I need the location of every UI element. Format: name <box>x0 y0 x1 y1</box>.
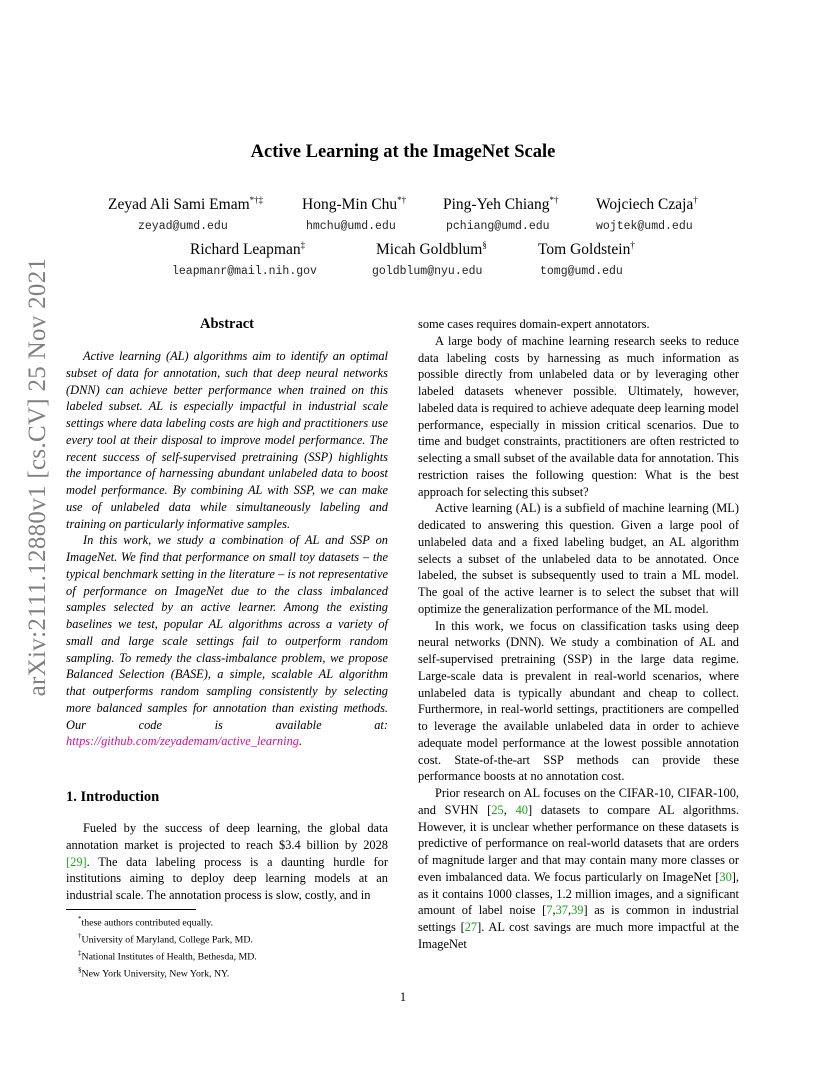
author-email[interactable]: zeyad@umd.edu <box>138 220 228 233</box>
footnote-rule <box>66 909 196 910</box>
citation-link[interactable]: [29] <box>66 854 87 869</box>
author-name: Wojciech Czaja† <box>596 195 698 214</box>
author-email[interactable]: pchiang@umd.edu <box>446 220 550 233</box>
author-email[interactable]: hmchu@umd.edu <box>306 220 396 233</box>
abstract-paragraph: In this work, we study a combination of AL and SSP on ImageNet. We find that performance on small toy datasets – the typical benchmark setting in the literature – is not representative of performance on ImageNet due to the class imbalanced samples selected by an active learner. Among the existing baselines we test, popular AL algorithms across a variety of small and large scale settings fail to outperform random sampling. To remedy the class-imbalance problem, we propose Balanced Selection (BASE), a simple, scalable AL algorithm that outperforms random sampling consistently by selecting more balanced samples for annotation than existing methods. Our code is available at: https://github.com/zeyademam/active_learning. <box>66 533 388 749</box>
arxiv-identifier-stamp: arXiv:2111.12880v1 [cs.CV] 25 Nov 2021 <box>24 257 51 697</box>
footnote: ‡National Institutes of Health, Bethesda, MD. <box>78 948 257 963</box>
citation-link[interactable]: 27 <box>464 920 478 934</box>
intro-paragraph: A large body of machine learning research seeks to reduce data labeling costs by harnessing as much information as possible directly from unlabeled data or by leveraging other labeled datasets whenever possible. Ultimately, however, labeled data is required to achieve adequate deep learning model performance, especially in mission critical scenarios. Due to time and budget constraints, practitioners are often restricted to selecting a small subset of the available data for annotation. This restriction raises the following question: What is the best approach for selecting this subset? <box>418 333 739 499</box>
citation-link[interactable]: 40 <box>515 802 528 817</box>
introduction-body <box>66 820 388 904</box>
page-number: 1 <box>399 990 407 1004</box>
author-name: Ping-Yeh Chiang*† <box>443 195 559 214</box>
author-name: Tom Goldstein† <box>538 240 635 259</box>
footnote: †University of Maryland, College Park, MD. <box>78 931 253 946</box>
author-name: Hong-Min Chu*† <box>302 195 407 214</box>
abstract-heading: Abstract <box>200 316 254 332</box>
citation-link[interactable]: 30 <box>719 869 732 884</box>
abstract-paragraph: Active learning (AL) algorithms aim to identify an optimal subset of data for annotation, such that deep neural networks (DNN) can achieve better performance when trained on this labeled subset. AL is especially impactful in industrial scale settings where data labeling costs are high and practitioners use every tool at their disposal to improve model performance. The recent success of self-supervised pretraining (SSP) highlights the importance of harnessing abundant unlabeled data to boost model performance. By combining AL with SSP, we can make use of unlabeled data while simultaneously labeling and training on particularly informative samples. <box>66 349 388 531</box>
citation-link[interactable]: 39 <box>571 903 584 918</box>
author-name: Zeyad Ali Sami Emam*†‡ <box>108 195 264 214</box>
footnote: §New York University, New York, NY. <box>78 965 230 980</box>
footnote: *these authors contributed equally. <box>78 915 214 929</box>
intro-paragraph: Fueled by the success of deep learning, the global data annotation market is projected to reach $3.4 billion by 2028 [29]. The data labeling process is a daunting hurdle for institutions aiming to deploy deep learning models at an industrial scale. The annotation process is slow, costly, and in <box>66 821 388 902</box>
author-email[interactable]: leapmanr@mail.nih.gov <box>172 265 317 278</box>
abstract-body <box>66 348 388 750</box>
citation-link[interactable]: 25 <box>491 802 504 817</box>
right-column-body <box>418 316 739 953</box>
author-name: Richard Leapman‡ <box>190 240 306 259</box>
paper-title: Active Learning at the ImageNet Scale <box>250 142 556 162</box>
section-heading-introduction: 1. Introduction <box>66 789 160 805</box>
author-name: Micah Goldblum§ <box>376 240 487 259</box>
footnotes <box>78 913 257 981</box>
author-email[interactable]: wojtek@umd.edu <box>596 220 693 233</box>
author-email[interactable]: tomg@umd.edu <box>540 265 623 278</box>
intro-paragraph: Active learning (AL) is a subfield of machine learning (ML) dedicated to answering this question. Given a large pool of unlabeled data and a fixed labeling budget, an AL algorithm selects a subset of the unlabeled data to be annotated. Once labeled, the subset is subsequently used to train a ML model. The goal of the active learner is to select the subset that will optimize the generalization performance of the ML model. <box>418 501 739 616</box>
intro-paragraph: some cases requires domain-expert annotators. <box>418 317 650 331</box>
author-email[interactable]: goldblum@nyu.edu <box>372 265 483 278</box>
citation-link[interactable]: 7 <box>546 903 553 918</box>
intro-paragraph: In this work, we focus on classification tasks using deep neural networks (DNN). We study a combination of AL and self-supervised pretraining (SSP) in the large data regime. Large-scale data is prevalent in real-world scenarios, where unlabeled data is typically abundant and cheap to collect. Furthermore, in real-world settings, practitioners are compelled to leverage the available unlabeled data in order to achieve adequate model performance at the lowest possible annotation cost. State-of-the-art SSP methods can provide these performance boosts at no annotation cost. <box>418 618 739 784</box>
citation-link[interactable]: 37 <box>555 903 568 918</box>
code-link[interactable]: https://github.com/zeyademam/active_learning <box>66 734 299 749</box>
intro-paragraph: Prior research on AL focuses on the CIFAR-10, CIFAR-100, and SVHN [25, 40] datasets to compare AL algorithms. However, it is unclear whether performance on these datasets is predictive of performance on real-world datasets that are orders of magnitude larger and that may contain many more classes or even imbalanced data. We focus particularly on ImageNet [30], as it contains 1000 classes, 1.2 million images, and a significant amount of label noise [7,37,39] as is common in industrial settings [27]. AL cost savings are much more impactful at the ImageNet <box>418 786 739 951</box>
